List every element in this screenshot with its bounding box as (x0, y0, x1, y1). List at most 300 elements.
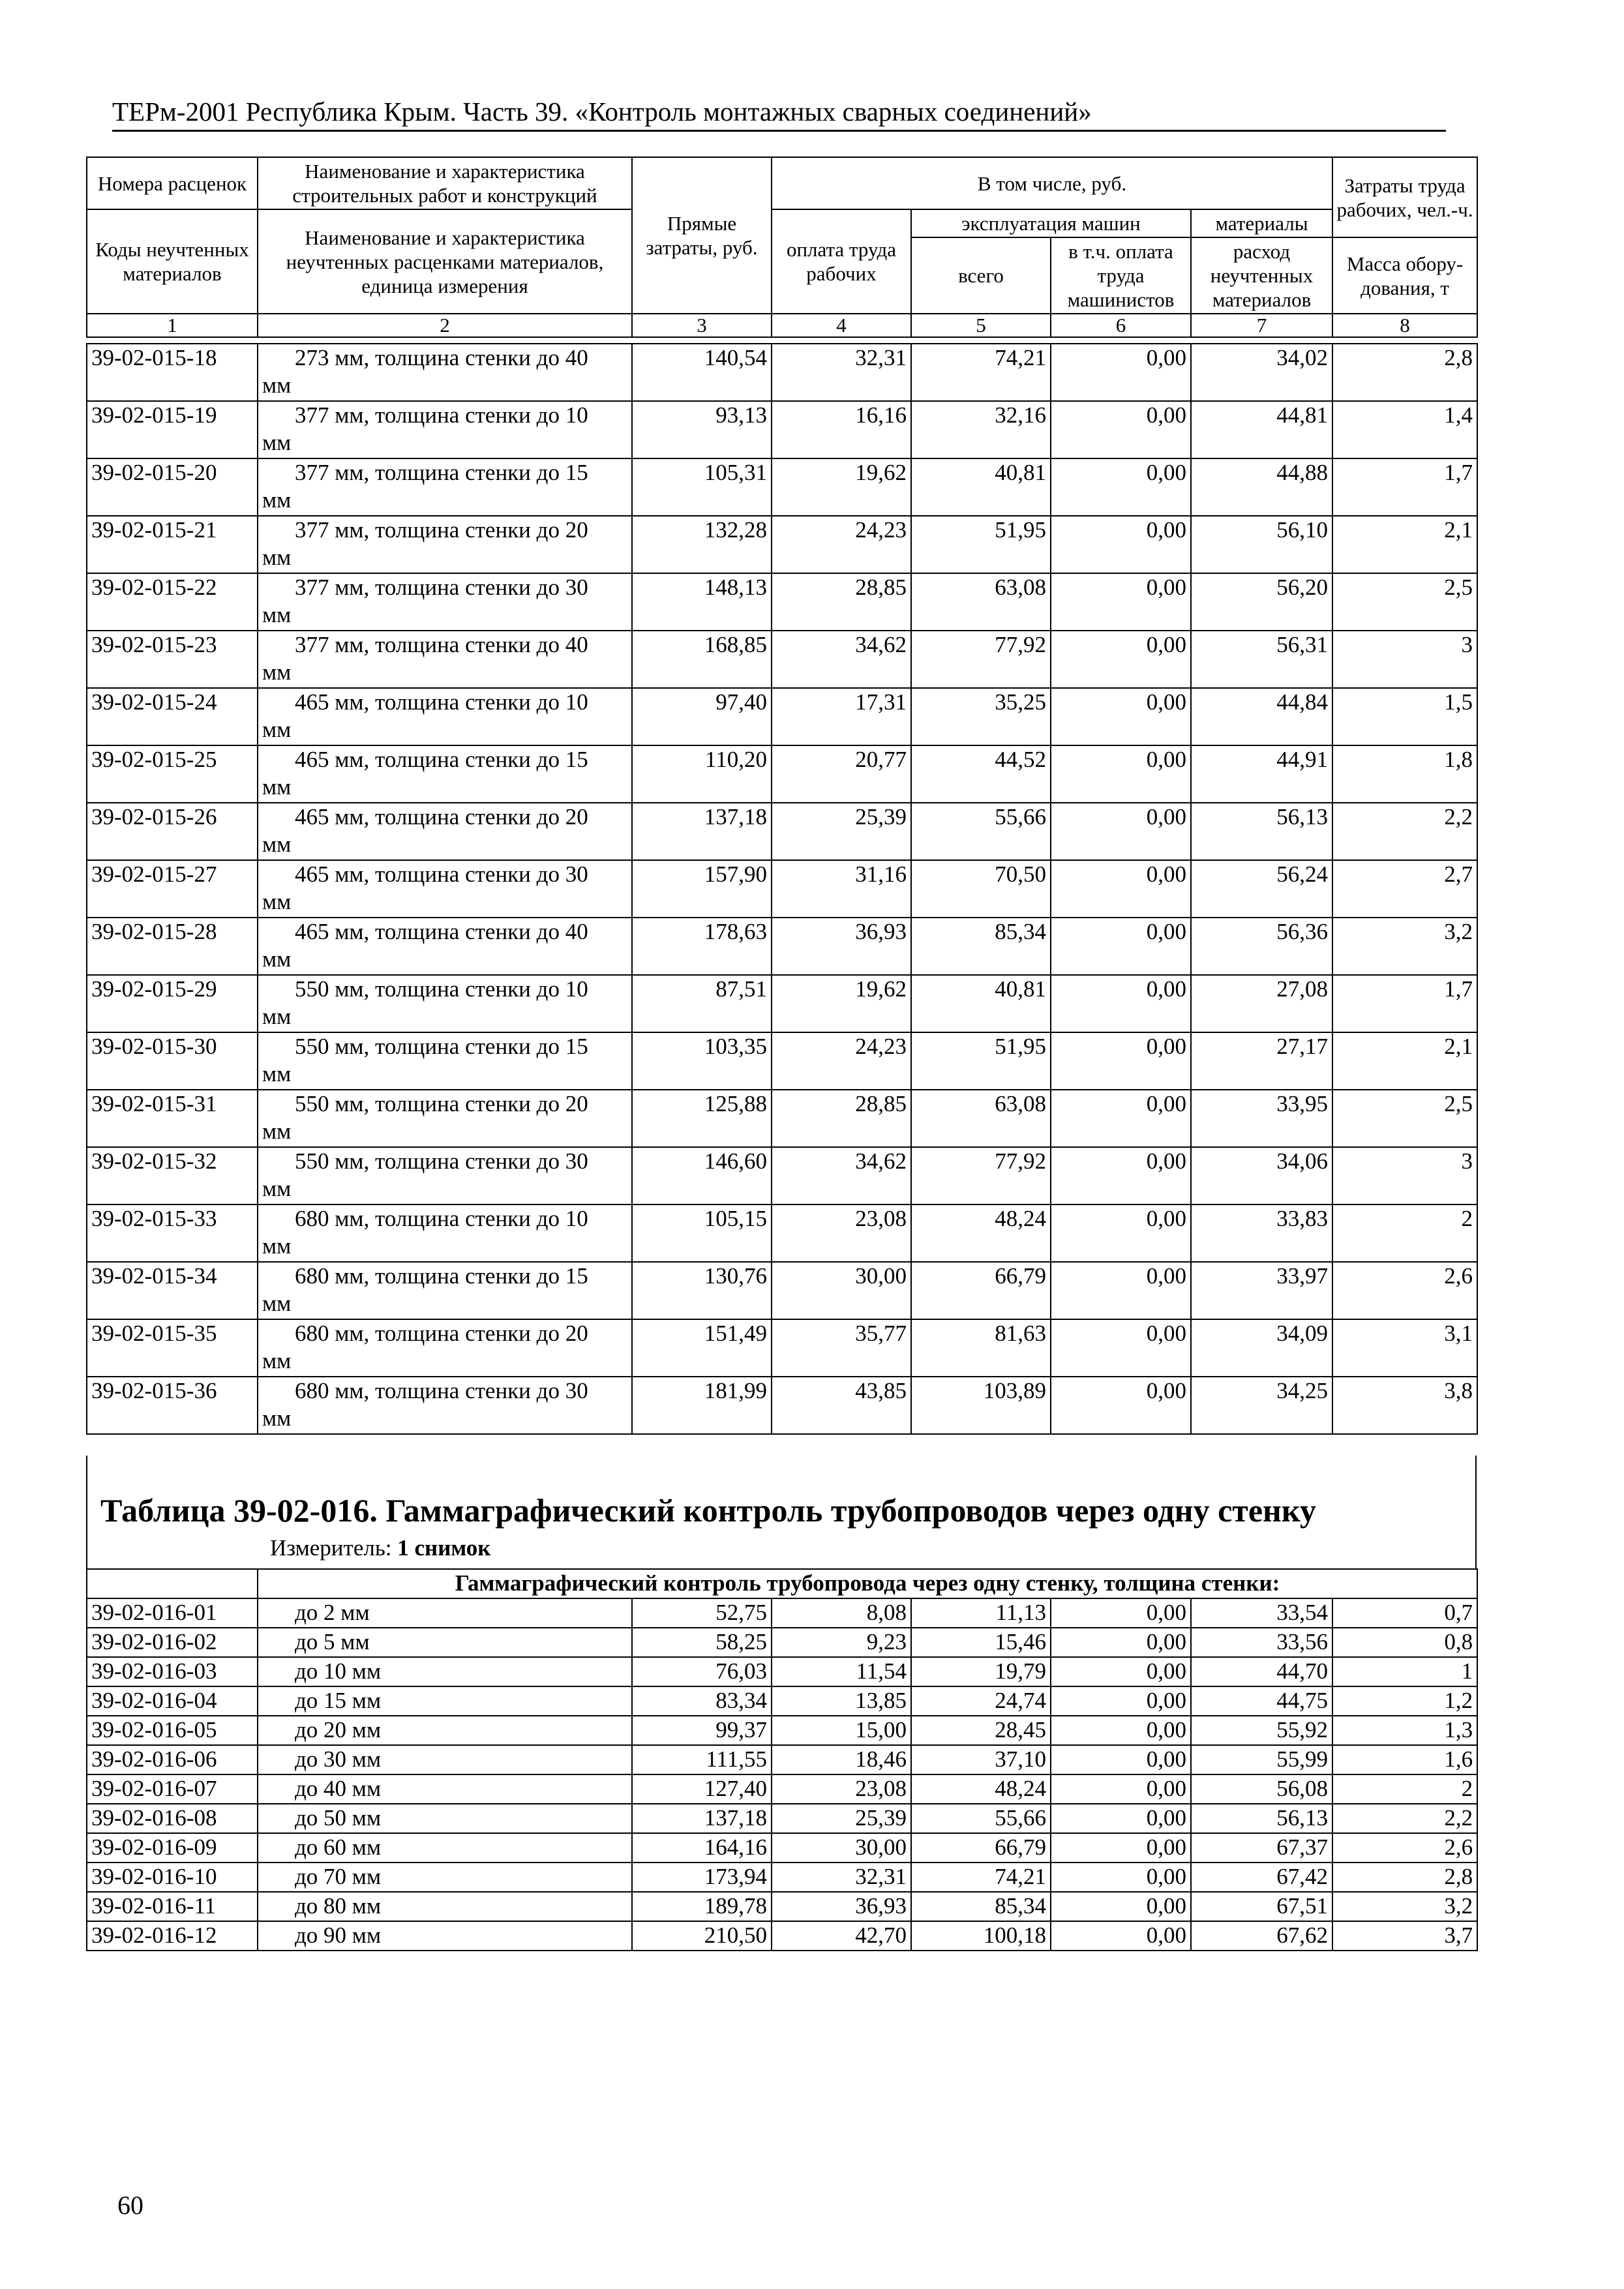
rate-code-cell: 39-02-015-36 (87, 1377, 258, 1434)
operator-wage-cell: 0,00 (1051, 1921, 1191, 1951)
table-row (87, 631, 1477, 688)
rate-name-cell (258, 1377, 632, 1434)
table-row (87, 573, 1477, 631)
rate-name-cell (258, 975, 632, 1032)
labor-cell: 1 (1332, 1657, 1477, 1686)
direct-cost-cell: 93,13 (632, 401, 772, 458)
table-subheading: Гаммаграфический контроль трубопровода через одну стенку, толщина стенки: (258, 1569, 1477, 1598)
table-row (87, 344, 1477, 401)
rate-name-unit: мм (262, 1004, 292, 1029)
direct-cost-cell: 83,34 (632, 1686, 772, 1716)
column-number: 8 (1332, 314, 1477, 337)
materials-cell: 56,10 (1191, 516, 1332, 573)
rate-name-unit: мм (262, 1118, 292, 1144)
rate-code-cell: 39-02-015-34 (87, 1262, 258, 1319)
direct-cost-cell: 76,03 (632, 1657, 772, 1686)
rate-name-line: 377 мм, толщина стенки до 40 (295, 632, 588, 657)
rate-name-cell (258, 1319, 632, 1377)
rate-name-line: 680 мм, толщина стенки до 30 (295, 1378, 588, 1403)
rate-name-unit: мм (262, 545, 292, 570)
rate-code-cell: 39-02-016-11 (87, 1892, 258, 1921)
rate-code-cell: 39-02-015-21 (87, 516, 258, 573)
table-row (87, 1804, 1477, 1833)
wage-cell: 18,46 (772, 1745, 911, 1774)
wage-cell: 42,70 (772, 1921, 911, 1951)
table-row (87, 458, 1477, 516)
rate-name-unit: мм (262, 659, 292, 685)
rate-name-unit: мм (262, 946, 292, 972)
rate-name-cell (258, 1262, 632, 1319)
materials-cell: 56,24 (1191, 860, 1332, 918)
rate-name-line: 550 мм, толщина стенки до 15 (295, 1034, 588, 1059)
machine-total-cell: 63,08 (911, 1090, 1051, 1147)
labor-cell: 0,7 (1332, 1598, 1477, 1628)
materials-cell: 27,17 (1191, 1032, 1332, 1090)
wage-cell: 36,93 (772, 1892, 911, 1921)
operator-wage-cell: 0,00 (1051, 1804, 1191, 1833)
rate-name-cell: до 15 мм (258, 1686, 632, 1716)
rate-name-line: 377 мм, толщина стенки до 30 (295, 575, 588, 600)
labor-cell: 2,2 (1332, 803, 1477, 860)
measure-line (270, 1535, 490, 1561)
rate-name-unit: мм (262, 889, 292, 914)
operator-wage-cell: 0,00 (1051, 1204, 1191, 1262)
labor-cell: 1,7 (1332, 975, 1477, 1032)
materials-cell: 34,02 (1191, 344, 1332, 401)
machine-total-cell: 37,10 (911, 1745, 1051, 1774)
materials-cell: 33,97 (1191, 1262, 1332, 1319)
machine-total-cell: 51,95 (911, 516, 1051, 573)
operator-wage-cell: 0,00 (1051, 1716, 1191, 1745)
table-row (87, 975, 1477, 1032)
labor-cell: 3,8 (1332, 1377, 1477, 1434)
page-number: 60 (117, 2191, 143, 2220)
rate-name-unit: мм (262, 831, 292, 857)
col-equipment-mass-header: Масса обору-дования, т (1332, 237, 1477, 314)
rate-name-unit: мм (262, 372, 292, 398)
operator-wage-cell: 0,00 (1051, 1833, 1191, 1863)
materials-cell: 67,37 (1191, 1833, 1332, 1863)
labor-cell: 1,8 (1332, 745, 1477, 803)
machine-total-cell: 66,79 (911, 1262, 1051, 1319)
rate-name-cell (258, 918, 632, 975)
operator-wage-cell: 0,00 (1051, 1262, 1191, 1319)
rate-name-cell: до 40 мм (258, 1774, 632, 1804)
operator-wage-cell: 0,00 (1051, 688, 1191, 745)
machine-total-cell: 74,21 (911, 1863, 1051, 1892)
direct-cost-cell: 178,63 (632, 918, 772, 975)
materials-cell: 67,62 (1191, 1921, 1332, 1951)
table-row (87, 1657, 1477, 1686)
table-row (87, 1921, 1477, 1951)
wage-cell: 28,85 (772, 1090, 911, 1147)
rate-name-line: 377 мм, толщина стенки до 20 (295, 517, 588, 543)
labor-cell: 1,3 (1332, 1716, 1477, 1745)
rate-name-cell (258, 860, 632, 918)
col-codes-top-header: Номера расценок (87, 157, 258, 209)
materials-cell: 56,36 (1191, 918, 1332, 975)
table-row (87, 918, 1477, 975)
machine-total-cell: 100,18 (911, 1921, 1051, 1951)
rate-code-cell: 39-02-016-05 (87, 1716, 258, 1745)
table-016-heading (86, 1456, 1477, 1570)
machine-total-cell: 70,50 (911, 860, 1051, 918)
materials-cell: 56,13 (1191, 803, 1332, 860)
labor-cell: 2,8 (1332, 1863, 1477, 1892)
machine-total-cell: 24,74 (911, 1686, 1051, 1716)
col-codes-bottom-header: Коды неучтенных материалов (87, 209, 258, 314)
materials-cell: 56,08 (1191, 1774, 1332, 1804)
rate-name-cell: до 5 мм (258, 1628, 632, 1657)
direct-cost-cell: 110,20 (632, 745, 772, 803)
machine-total-cell: 11,13 (911, 1598, 1051, 1628)
rate-code-cell: 39-02-015-19 (87, 401, 258, 458)
running-header: ТЕРм-2001 Республика Крым. Часть 39. «Контроль монтажных сварных соединений» (112, 95, 1446, 132)
direct-cost-cell: 146,60 (632, 1147, 772, 1204)
direct-cost-cell: 127,40 (632, 1774, 772, 1804)
materials-cell: 33,83 (1191, 1204, 1332, 1262)
operator-wage-cell: 0,00 (1051, 1686, 1191, 1716)
direct-cost-cell: 105,15 (632, 1204, 772, 1262)
rate-code-cell: 39-02-016-03 (87, 1657, 258, 1686)
operator-wage-cell: 0,00 (1051, 344, 1191, 401)
table-row (87, 1319, 1477, 1377)
machine-operation-header: эксплуатация машин (911, 209, 1191, 237)
wage-cell: 15,00 (772, 1716, 911, 1745)
table-row (87, 1863, 1477, 1892)
labor-cell: 1,4 (1332, 401, 1477, 458)
operator-wage-cell: 0,00 (1051, 803, 1191, 860)
rate-name-line: 680 мм, толщина стенки до 10 (295, 1206, 588, 1231)
operator-wage-cell: 0,00 (1051, 573, 1191, 631)
labor-cell: 3 (1332, 631, 1477, 688)
table-row (87, 1716, 1477, 1745)
rate-code-cell: 39-02-016-06 (87, 1745, 258, 1774)
wage-cell: 31,16 (772, 860, 911, 918)
column-number: 3 (632, 314, 772, 337)
labor-cell: 3,1 (1332, 1319, 1477, 1377)
direct-cost-cell: 189,78 (632, 1892, 772, 1921)
machine-total-cell: 40,81 (911, 975, 1051, 1032)
materials-cell: 33,95 (1191, 1090, 1332, 1147)
materials-cell: 56,20 (1191, 573, 1332, 631)
rate-name-cell (258, 458, 632, 516)
rate-name-line: 550 мм, толщина стенки до 10 (295, 976, 588, 1002)
operator-wage-cell: 0,00 (1051, 631, 1191, 688)
rate-code-cell: 39-02-016-02 (87, 1628, 258, 1657)
labor-cell: 2,7 (1332, 860, 1477, 918)
rate-name-cell: до 60 мм (258, 1833, 632, 1863)
machine-total-cell: 85,34 (911, 918, 1051, 975)
wage-cell: 35,77 (772, 1319, 911, 1377)
materials-cell: 33,56 (1191, 1628, 1332, 1657)
rate-name-unit: мм (262, 774, 292, 800)
wage-cell: 17,31 (772, 688, 911, 745)
materials-cell: 33,54 (1191, 1598, 1332, 1628)
rate-name-line: 377 мм, толщина стенки до 10 (295, 402, 588, 428)
rate-name-cell: до 70 мм (258, 1863, 632, 1892)
wage-cell: 24,23 (772, 1032, 911, 1090)
column-number: 7 (1191, 314, 1332, 337)
rate-name-cell (258, 745, 632, 803)
wage-cell: 25,39 (772, 1804, 911, 1833)
labor-cell: 2,5 (1332, 573, 1477, 631)
rates-table-015 (86, 343, 1478, 1435)
machine-total-cell: 35,25 (911, 688, 1051, 745)
labor-cell: 2,2 (1332, 1804, 1477, 1833)
machine-total-cell: 51,95 (911, 1032, 1051, 1090)
operator-wage-cell: 0,00 (1051, 860, 1191, 918)
rate-name-cell (258, 344, 632, 401)
direct-cost-cell: 132,28 (632, 516, 772, 573)
rate-code-cell: 39-02-016-04 (87, 1686, 258, 1716)
rate-code-cell: 39-02-015-29 (87, 975, 258, 1032)
table-row (87, 1090, 1477, 1147)
rate-name-unit: мм (262, 1233, 292, 1259)
rate-code-cell: 39-02-015-28 (87, 918, 258, 975)
materials-cell: 56,13 (1191, 1804, 1332, 1833)
table-row (87, 1032, 1477, 1090)
materials-cell: 44,84 (1191, 688, 1332, 745)
rate-code-cell: 39-02-015-22 (87, 573, 258, 631)
rate-name-line: 273 мм, толщина стенки до 40 (295, 345, 588, 370)
wage-cell: 43,85 (772, 1377, 911, 1434)
rate-name-cell: до 50 мм (258, 1804, 632, 1833)
materials-cell: 34,09 (1191, 1319, 1332, 1377)
labor-cell: 1,7 (1332, 458, 1477, 516)
direct-cost-cell: 105,31 (632, 458, 772, 516)
operator-wage-cell: 0,00 (1051, 458, 1191, 516)
wage-cell: 13,85 (772, 1686, 911, 1716)
rate-code-cell: 39-02-015-31 (87, 1090, 258, 1147)
table-row (87, 1774, 1477, 1804)
rate-code-cell: 39-02-015-33 (87, 1204, 258, 1262)
materials-cell: 67,51 (1191, 1892, 1332, 1921)
direct-cost-cell: 210,50 (632, 1921, 772, 1951)
operator-wage-cell: 0,00 (1051, 516, 1191, 573)
machine-total-cell: 81,63 (911, 1319, 1051, 1377)
rate-code-cell: 39-02-015-24 (87, 688, 258, 745)
labor-cell: 2,5 (1332, 1090, 1477, 1147)
materials-cell: 56,31 (1191, 631, 1332, 688)
direct-cost-cell: 164,16 (632, 1833, 772, 1863)
measure-value: 1 снимок (397, 1535, 491, 1561)
table-row (87, 1377, 1477, 1434)
rate-code-cell: 39-02-015-18 (87, 344, 258, 401)
labor-cell: 2,8 (1332, 344, 1477, 401)
labor-cell: 1,5 (1332, 688, 1477, 745)
rate-name-unit: мм (262, 1405, 292, 1431)
rate-name-unit: мм (262, 717, 292, 742)
table-row (87, 1745, 1477, 1774)
direct-cost-cell: 111,55 (632, 1745, 772, 1774)
wage-cell: 16,16 (772, 401, 911, 458)
materials-cell: 34,25 (1191, 1377, 1332, 1434)
wage-cell: 34,62 (772, 631, 911, 688)
column-number: 1 (87, 314, 258, 337)
rate-name-line: 465 мм, толщина стенки до 20 (295, 804, 588, 830)
operator-wage-cell: 0,00 (1051, 1892, 1191, 1921)
rate-code-cell: 39-02-016-01 (87, 1598, 258, 1628)
machine-total-cell: 48,24 (911, 1774, 1051, 1804)
wage-cell: 25,39 (772, 803, 911, 860)
table-row (87, 401, 1477, 458)
table-row (87, 516, 1477, 573)
table-row (87, 1892, 1477, 1921)
machine-total-cell: 66,79 (911, 1833, 1051, 1863)
rate-name-unit: мм (262, 1061, 292, 1086)
table-row (87, 803, 1477, 860)
operator-wage-cell: 0,00 (1051, 1657, 1191, 1686)
table-row (87, 1833, 1477, 1863)
table-row (87, 688, 1477, 745)
rate-name-unit: мм (262, 1291, 292, 1316)
rate-name-cell: до 2 мм (258, 1598, 632, 1628)
materials-cell: 44,75 (1191, 1686, 1332, 1716)
column-number: 6 (1051, 314, 1191, 337)
rate-code-cell: 39-02-015-35 (87, 1319, 258, 1377)
direct-cost-cell: 181,99 (632, 1377, 772, 1434)
labor-cell: 3 (1332, 1147, 1477, 1204)
operator-wage-cell: 0,00 (1051, 918, 1191, 975)
column-number: 5 (911, 314, 1051, 337)
materials-cell: 44,88 (1191, 458, 1332, 516)
labor-cell: 2,1 (1332, 1032, 1477, 1090)
column-numbers-row (87, 314, 1477, 337)
direct-cost-cell: 137,18 (632, 1804, 772, 1833)
rate-code-cell: 39-02-015-20 (87, 458, 258, 516)
direct-cost-cell: 137,18 (632, 803, 772, 860)
col-direct-costs-header: Прямые затраты, руб. (632, 157, 772, 314)
wage-cell: 30,00 (772, 1833, 911, 1863)
rate-code-cell: 39-02-016-07 (87, 1774, 258, 1804)
machine-total-cell: 74,21 (911, 344, 1051, 401)
col-labor-header: Затраты труда рабочих, чел.-ч. (1332, 157, 1477, 237)
labor-cell: 2,1 (1332, 516, 1477, 573)
operator-wage-cell: 0,00 (1051, 1863, 1191, 1892)
rate-name-cell (258, 401, 632, 458)
rate-name-cell: до 30 мм (258, 1745, 632, 1774)
operator-wage-cell: 0,00 (1051, 1032, 1191, 1090)
rate-name-line: 465 мм, толщина стенки до 15 (295, 747, 588, 772)
machine-total-cell: 44,52 (911, 745, 1051, 803)
direct-cost-cell: 97,40 (632, 688, 772, 745)
rate-name-cell (258, 1147, 632, 1204)
table-row (87, 745, 1477, 803)
direct-cost-cell: 157,90 (632, 860, 772, 918)
measure-label: Измеритель: (270, 1535, 392, 1561)
direct-cost-cell: 58,25 (632, 1628, 772, 1657)
rate-name-unit: мм (262, 1176, 292, 1201)
rate-name-cell (258, 803, 632, 860)
labor-cell: 1,2 (1332, 1686, 1477, 1716)
wage-cell: 9,23 (772, 1628, 911, 1657)
machine-total-cell: 55,66 (911, 803, 1051, 860)
rate-name-cell (258, 631, 632, 688)
table-row (87, 1204, 1477, 1262)
rate-code-cell: 39-02-015-30 (87, 1032, 258, 1090)
operator-wage-cell: 0,00 (1051, 1598, 1191, 1628)
machine-total-cell: 77,92 (911, 1147, 1051, 1204)
operator-wage-cell: 0,00 (1051, 1745, 1191, 1774)
wage-cell: 23,08 (772, 1204, 911, 1262)
wage-cell: 8,08 (772, 1598, 911, 1628)
labor-cell: 2 (1332, 1774, 1477, 1804)
materials-cell: 44,91 (1191, 745, 1332, 803)
wage-cell: 28,85 (772, 573, 911, 631)
direct-cost-cell: 173,94 (632, 1863, 772, 1892)
rate-name-cell (258, 516, 632, 573)
materials-header: материалы (1191, 209, 1332, 237)
wage-cell: 23,08 (772, 1774, 911, 1804)
machine-total-cell: 77,92 (911, 631, 1051, 688)
rate-name-cell (258, 1204, 632, 1262)
col-name-top-header: Наименование и характеристика строительных работ и конструкций (258, 157, 632, 209)
col-unaccounted-materials-header: расход неучтенных материалов (1191, 237, 1332, 314)
materials-cell: 44,70 (1191, 1657, 1332, 1686)
col-wage-header: оплата труда рабочих (772, 209, 911, 314)
labor-cell: 0,8 (1332, 1628, 1477, 1657)
subheading-row (87, 1569, 1477, 1598)
labor-cell: 3,2 (1332, 1892, 1477, 1921)
materials-cell: 67,42 (1191, 1863, 1332, 1892)
wage-cell: 30,00 (772, 1262, 911, 1319)
wage-cell: 20,77 (772, 745, 911, 803)
rate-name-cell: до 10 мм (258, 1657, 632, 1686)
rate-code-cell: 39-02-015-32 (87, 1147, 258, 1204)
rate-name-unit: мм (262, 602, 292, 627)
table-title: Таблица 39-02-016. Гаммаграфический контроль трубопроводов через одну стенку (100, 1492, 1316, 1529)
rate-code-cell: 39-02-015-23 (87, 631, 258, 688)
col-operator-wage-header: в т.ч. оплата труда машинистов (1051, 237, 1191, 314)
rate-name-cell (258, 688, 632, 745)
materials-cell: 27,08 (1191, 975, 1332, 1032)
materials-cell: 44,81 (1191, 401, 1332, 458)
materials-cell: 34,06 (1191, 1147, 1332, 1204)
machine-total-cell: 32,16 (911, 401, 1051, 458)
rate-name-line: 550 мм, толщина стенки до 20 (295, 1091, 588, 1116)
wage-cell: 32,31 (772, 1863, 911, 1892)
machine-total-cell: 15,46 (911, 1628, 1051, 1657)
rate-name-cell (258, 573, 632, 631)
rate-name-line: 680 мм, толщина стенки до 15 (295, 1263, 588, 1289)
labor-cell: 2 (1332, 1204, 1477, 1262)
table-row (87, 860, 1477, 918)
machine-total-cell: 55,66 (911, 1804, 1051, 1833)
table-row (87, 1598, 1477, 1628)
subheading-spacer (87, 1569, 258, 1598)
table-row (87, 1147, 1477, 1204)
rate-code-cell: 39-02-016-10 (87, 1863, 258, 1892)
rate-code-cell: 39-02-016-08 (87, 1804, 258, 1833)
rate-name-cell: до 80 мм (258, 1892, 632, 1921)
operator-wage-cell: 0,00 (1051, 745, 1191, 803)
table-row (87, 1628, 1477, 1657)
machine-total-cell: 103,89 (911, 1377, 1051, 1434)
direct-cost-cell: 140,54 (632, 344, 772, 401)
labor-cell: 2,6 (1332, 1833, 1477, 1863)
operator-wage-cell: 0,00 (1051, 1090, 1191, 1147)
operator-wage-cell: 0,00 (1051, 1774, 1191, 1804)
rate-name-cell (258, 1090, 632, 1147)
operator-wage-cell: 0,00 (1051, 975, 1191, 1032)
col-machine-total-header: всего (911, 237, 1051, 314)
rate-code-cell: 39-02-016-09 (87, 1833, 258, 1863)
rate-code-cell: 39-02-015-25 (87, 745, 258, 803)
rate-code-cell: 39-02-016-12 (87, 1921, 258, 1951)
direct-cost-cell: 148,13 (632, 573, 772, 631)
rate-name-line: 465 мм, толщина стенки до 40 (295, 919, 588, 944)
